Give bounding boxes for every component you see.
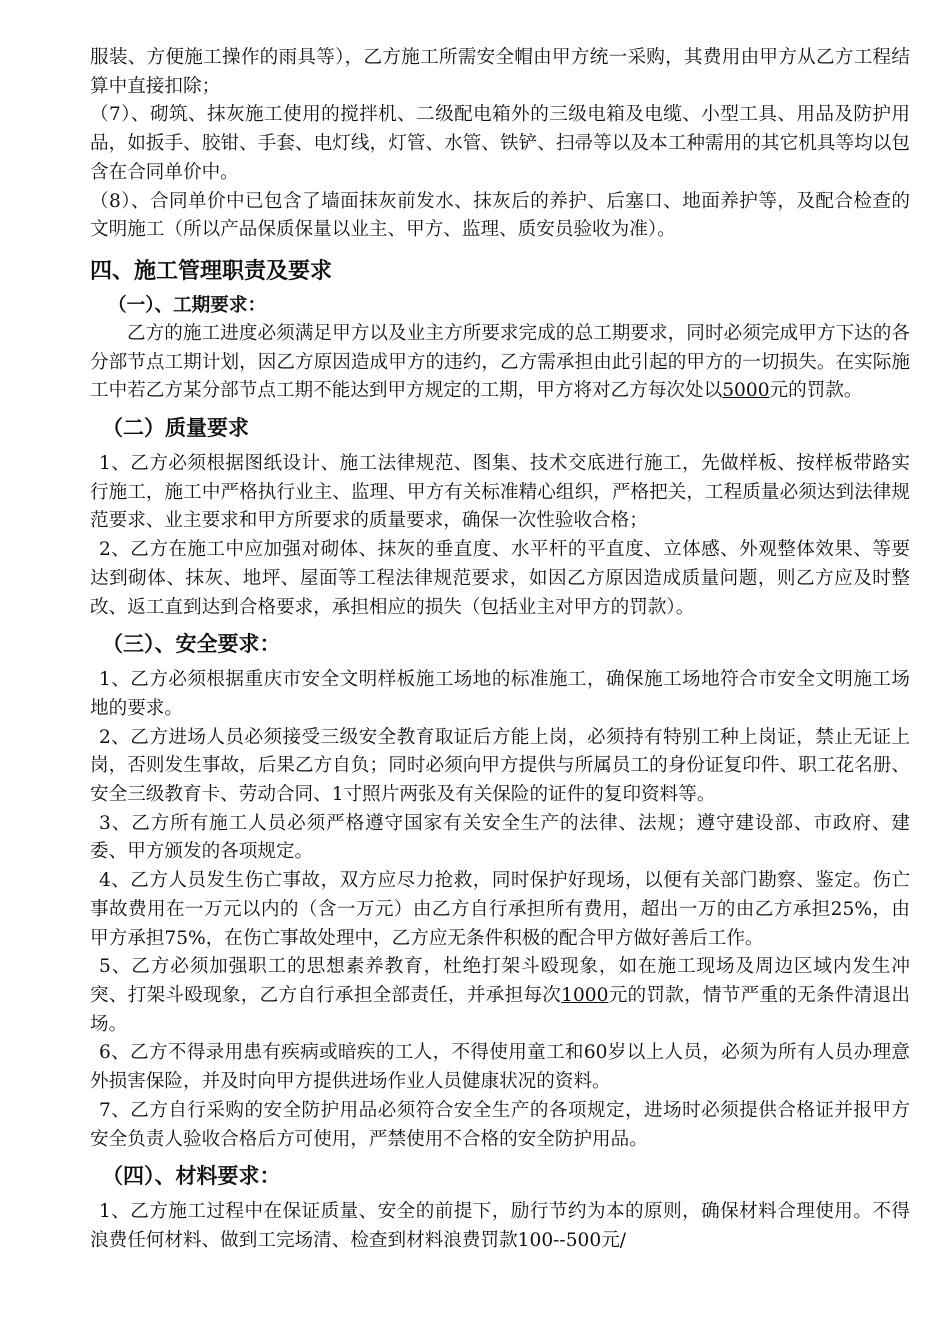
paragraph-rain-gear: 服装、方便施工操作的雨具等），乙方施工所需安全帽由甲方统一采购，其费用由甲方从乙方工程结算中直接扣除；	[90, 47, 910, 97]
safety-item-6: 6、乙方不得录用患有疾病或暗疾的工人，不得使用童工和60岁以上人员，必须为所有人员办理意外损害保险，并及时向甲方提供进场作业人员健康状况的资料。	[90, 1042, 910, 1093]
subheading-quality: （二）质量要求	[102, 415, 249, 441]
subheading-schedule: （一）、工期要求：	[108, 294, 267, 316]
quality-item-1: 1、乙方必须根据图纸设计、施工法律规范、图集、技术交底进行施工，先做样板、按样板带路实行施工，施工中严格执行业主、监理、甲方有关标准精心组织，严格把关，工程质量必须达到法律规范要求、业主要求和甲方所要求的质量要求，确保一次性验收合格；	[90, 453, 910, 532]
safety-5-text-a: 5、乙方必须加强职工的思想素养教育，杜绝打架斗殴现象，如在施工现场及周边区域内发生冲突、打架斗殴现象，乙方自行承担全部责任，并承担每次	[90, 956, 910, 1006]
penalty-amount-1000: 1000	[561, 984, 609, 1006]
safety-item-1: 1、乙方必须根据重庆市安全文明样板施工场地的标准施工，确保施工场地符合市安全文明施工场地的要求。	[90, 669, 910, 719]
safety-item-5	[90, 953, 910, 1039]
safety-item-4: 4、乙方人员发生伤亡事故，双方应尽力抢救，同时保护好现场，以便有关部门勘察、鉴定。伤亡事故费用在一万元以内的（含一万元）由乙方自行承担所有费用，超出一万的由乙方承担25%，由甲方承担75%，在伤亡事故处理中，乙方应无条件积极的配合甲方做好善后工作。	[90, 870, 910, 949]
penalty-amount-5000: 5000	[722, 380, 770, 402]
safety-item-3: 3、乙方所有施工人员必须严格遵守国家有关安全生产的法律、法规；遵守建设部、市政府、建委、甲方颁发的各项规定。	[90, 812, 910, 863]
quality-item-2: 2、乙方在施工中应加强对砌体、抹灰的垂直度、水平杆的平直度、立体感、外观整体效果、等要达到砌体、抹灰、地坪、屋面等工程法律规范要求，如因乙方原因造成质量问题，则乙方应及时整改、返工直到达到合格要求，承担相应的损失（包括业主对甲方的罚款）。	[90, 539, 910, 618]
subheading-materials: （四）、材料要求：	[102, 1163, 281, 1189]
paragraph-schedule	[90, 320, 910, 406]
subheading-safety: （三）、安全要求：	[102, 631, 281, 657]
safety-item-7: 7、乙方自行采购的安全防护用品必须符合安全生产的各项规定，进场时必须提供合格证并报甲方安全负责人验收合格后方可使用，严禁使用不合格的安全防护用品。	[90, 1099, 910, 1150]
safety-item-2: 2、乙方进场人员必须接受三级安全教育取证后方能上岗，必须持有特别工种上岗证，禁止无证上岗，否则发生事故，后果乙方自负；同时必须向甲方提供与所属员工的身份证复印件、职工花名册、安全三级教育卡、劳动合同、1寸照片两张及有关保险的证件的复印资料等。	[90, 726, 910, 806]
document-page	[90, 44, 910, 1256]
safety-5-text-b: 元的罚款，情节严重的无条件清退出场。	[90, 984, 910, 1035]
section-heading-4: 四、施工管理职责及要求	[90, 257, 333, 284]
paragraph-item-8: （8）、合同单价中已包含了墙面抹灰前发水、抹灰后的养护、后塞口、地面养护等，及配合检查的文明施工（所以产品保质保量以业主、甲方、监理、质安员验收为准）。	[90, 190, 910, 241]
schedule-text-a: 乙方的施工进度必须满足甲方以及业主方所要求完成的总工期要求，同时必须完成甲方下达的各分部节点工期计划，因乙方原因造成甲方的违约，乙方需承担由此引起的甲方的一切损失。在实际施工中若乙方某分部节点工期不能达到甲方规定的工期，甲方将对乙方每次处以	[90, 322, 910, 402]
materials-item-1: 1、乙方施工过程中在保证质量、安全的前提下，励行节约为本的原则，确保材料合理使用。不得浪费任何材料、做到工完场清、检查到材料浪费罚款100--500元/	[90, 1201, 910, 1251]
paragraph-item-7: （7）、砌筑、抹灰施工使用的搅拌机、二级配电箱外的三级电箱及电缆、小型工具、用品及防护用品，如扳手、胶钳、手套、电灯线，灯管、水管、铁铲、扫帚等以及本工种需用的其它机具等均以包含在合同单价中。	[90, 104, 910, 183]
schedule-text-b: 元的罚款。	[769, 380, 863, 402]
